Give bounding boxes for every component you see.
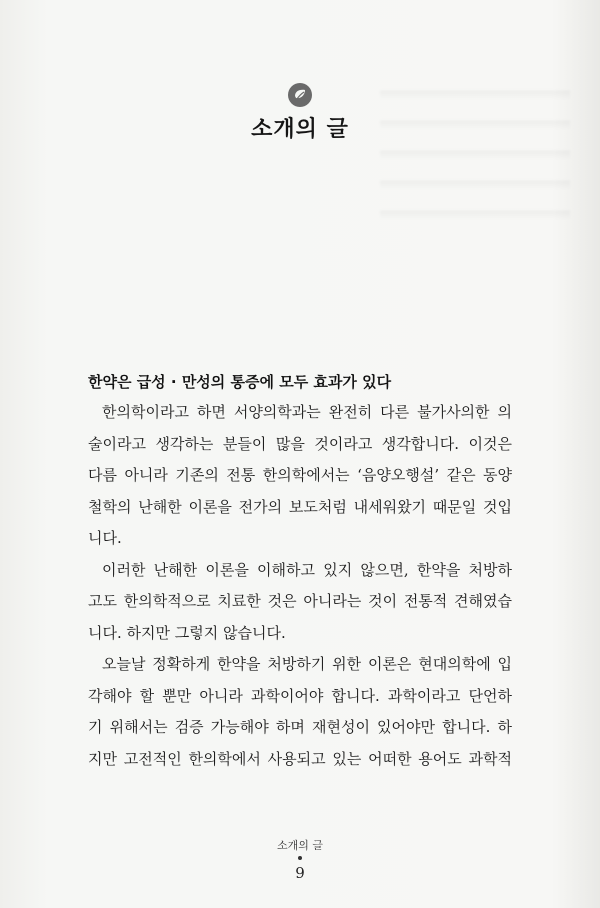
paragraph-line: 지만 고전적인 한의학에서 사용되고 있는 어떠한 용어도 과학적 <box>88 749 512 768</box>
paragraph-line: 다름 아니라 기존의 전통 한의학에서는 ‘음양오행설’ 같은 동양 <box>88 466 512 484</box>
running-footer-title: 소개의 글 <box>276 839 323 852</box>
bleed-through-text <box>380 70 570 240</box>
paragraph-line: 고도 한의학적으로 치료한 것은 아니라는 것이 전통적 견해였습 <box>88 592 512 610</box>
paragraph-line: 철학의 난해한 이론을 전가의 보도처럼 내세워왔기 때문일 것입 <box>88 497 512 516</box>
body-text <box>88 397 512 775</box>
footer-dot <box>298 856 302 860</box>
leaf-circle-icon <box>288 83 312 107</box>
chapter-title: 소개의 글 <box>251 117 349 142</box>
page-number: 9 <box>295 864 305 882</box>
paragraph-line: 기 위해서는 검증 가능해야 하며 재현성이 있어야만 합니다. 하 <box>88 718 512 736</box>
paragraph-line: 각해야 할 뿐만 아니라 과학이어야 합니다. 과학이라고 단언하 <box>88 686 512 705</box>
paragraph-line: 술이라고 생각하는 분들이 많을 것이라고 생각합니다. 이것은 <box>88 434 512 453</box>
paragraph-line: 한의학이라고 하면 서양의학과는 완전히 다른 불가사의한 의 <box>102 403 512 421</box>
paragraph-line: 이러한 난해한 이론을 이해하고 있지 않으면, 한약을 처방하 <box>102 560 512 579</box>
paragraph-line: 니다. <box>88 529 122 547</box>
paragraph-line: 오늘날 정확하게 한약을 처방하기 위한 이론은 현대의학에 입 <box>102 655 512 673</box>
section-heading: 한약은 급성 · 만성의 통증에 모두 효과가 있다 <box>88 373 392 391</box>
paragraph-line: 니다. 하지만 그렇지 않습니다. <box>88 623 286 642</box>
